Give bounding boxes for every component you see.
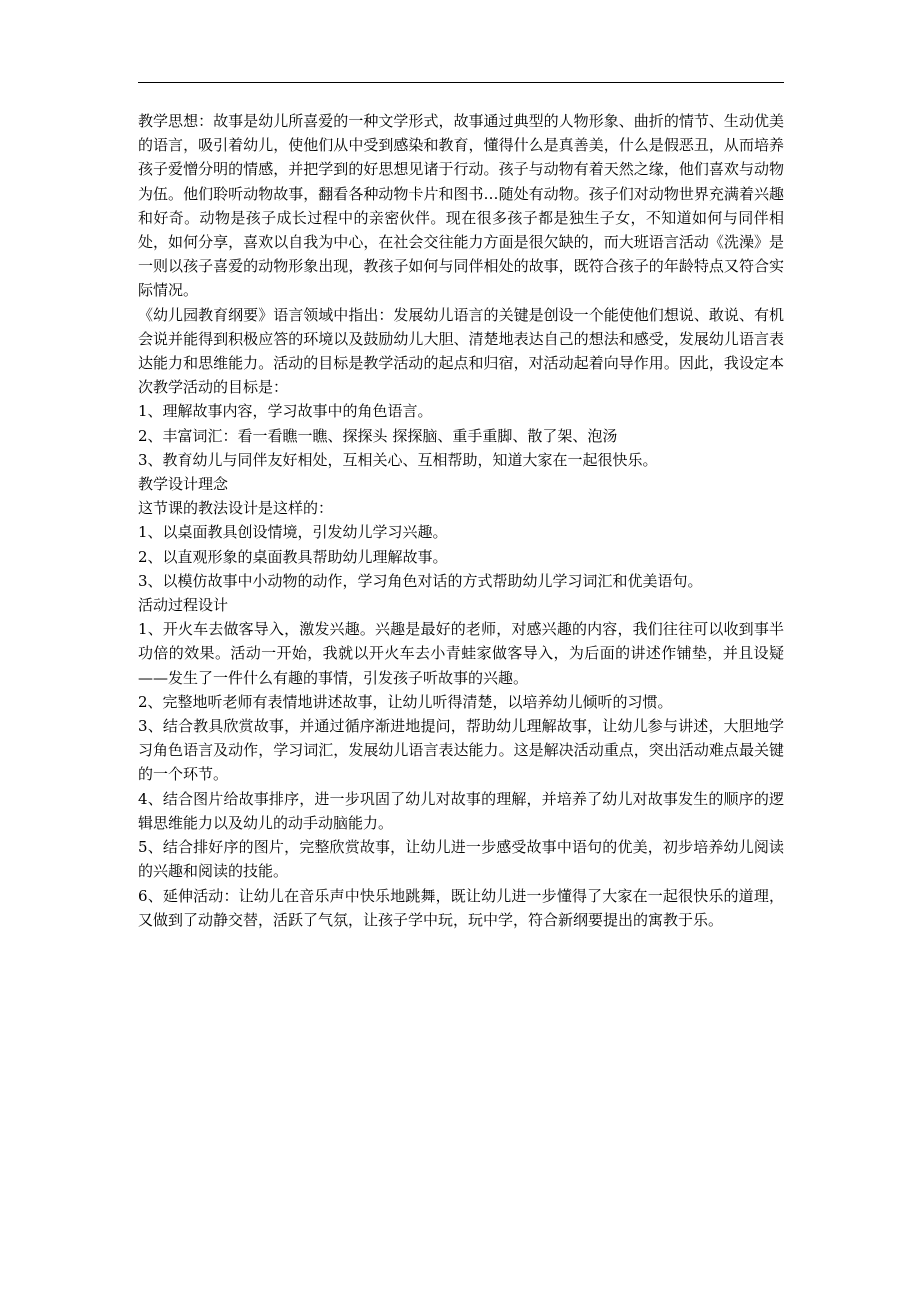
paragraph-guideline: 《幼儿园教育纲要》语言领域中指出：发展幼儿语言的关键是创设一个能使他们想说、敢说、有机会说并能得到积极应答的环境以及鼓励幼儿大胆、清楚地表达自己的想法和感受，发展幼儿语言表达能力和思维能力。活动的目标是教学活动的起点和归宿，对活动起着向导作用。因此，我设定本次教学活动的目标是： [138,305,784,397]
document-body [138,109,784,932]
section-heading-design-concept: 教学设计理念 [138,475,229,494]
section-heading-process-design: 活动过程设计 [138,596,229,615]
process-item-3: 3、结合教具欣赏故事，并通过循序渐进地提问，帮助幼儿理解故事，让幼儿参与讲述，大胆地学习角色语言及动作，学习词汇，发展幼儿语言表达能力。这是解决活动重点，突出活动难点最关键的一个环节。 [138,717,784,784]
method-item-2: 2、以直观形象的桌面教具帮助幼儿理解故事。 [138,547,448,566]
goal-item-1: 1、理解故事内容，学习故事中的角色语言。 [138,402,433,421]
process-item-2: 2、完整地听老师有表情地讲述故事，让幼儿听得清楚，以培养幼儿倾听的习惯。 [138,692,673,711]
header-rule [138,82,784,83]
process-item-1: 1、开火车去做客导入，激发兴趣。兴趣是最好的老师，对感兴趣的内容，我们往往可以收到事半功倍的效果。活动一开始，我就以开火车去小青蛙家做客导入，为后面的讲述作铺垫，并且设疑——发生了一件什么有趣的事情，引发孩子听故事的兴趣。 [138,620,784,687]
goal-item-3: 3、教育幼儿与同伴友好相处，互相关心、互相帮助，知道大家在一起很快乐。 [138,450,658,469]
goal-item-2: 2、丰富词汇：看一看瞧一瞧、探探头 探探脑、重手重脚、散了架、泡汤 [138,426,618,445]
paragraph-method-intro: 这节课的教法设计是这样的： [138,499,334,518]
method-item-3: 3、以模仿故事中小动物的动作，学习角色对话的方式帮助幼儿学习词汇和优美语句。 [138,571,703,590]
process-item-5: 5、结合排好序的图片，完整欣赏故事，让幼儿进一步感受故事中语句的优美，初步培养幼儿阅读的兴趣和阅读的技能。 [138,838,784,881]
method-item-1: 1、以桌面教具创设情境，引发幼儿学习兴趣。 [138,523,448,542]
paragraph-teaching-thought: 教学思想：故事是幼儿所喜爱的一种文学形式，故事通过典型的人物形象、曲折的情节、生动优美的语言，吸引着幼儿，使他们从中受到感染和教育，懂得什么是真善美，什么是假恶丑，从而培养孩子爱憎分明的情感，并把学到的好思想见诸于行动。孩子与动物有着天然之缘，他们喜欢与动物为伍。他们聆听动物故事，翻看各种动物卡片和图书…随处有动物。孩子们对动物世界充满着兴趣和好奇。动物是孩子成长过程中的亲密伙伴。现在很多孩子都是独生子女，不知道如何与同伴相处，如何分享，喜欢以自我为中心，在社会交往能力方面是很欠缺的，而大班语言活动《洗澡》是一则以孩子喜爱的动物形象出现，教孩子如何与同伴相处的故事，既符合孩子的年龄特点又符合实际情况。 [138,112,784,300]
process-item-4: 4、结合图片给故事排序，进一步巩固了幼儿对故事的理解，并培养了幼儿对故事发生的顺序的逻辑思维能力以及幼儿的动手动脑能力。 [138,789,784,832]
process-item-6: 6、延伸活动：让幼儿在音乐声中快乐地跳舞，既让幼儿进一步懂得了大家在一起很快乐的道理，又做到了动静交替，活跃了气氛，让孩子学中玩，玩中学，符合新纲要提出的寓教于乐。 [138,886,784,929]
